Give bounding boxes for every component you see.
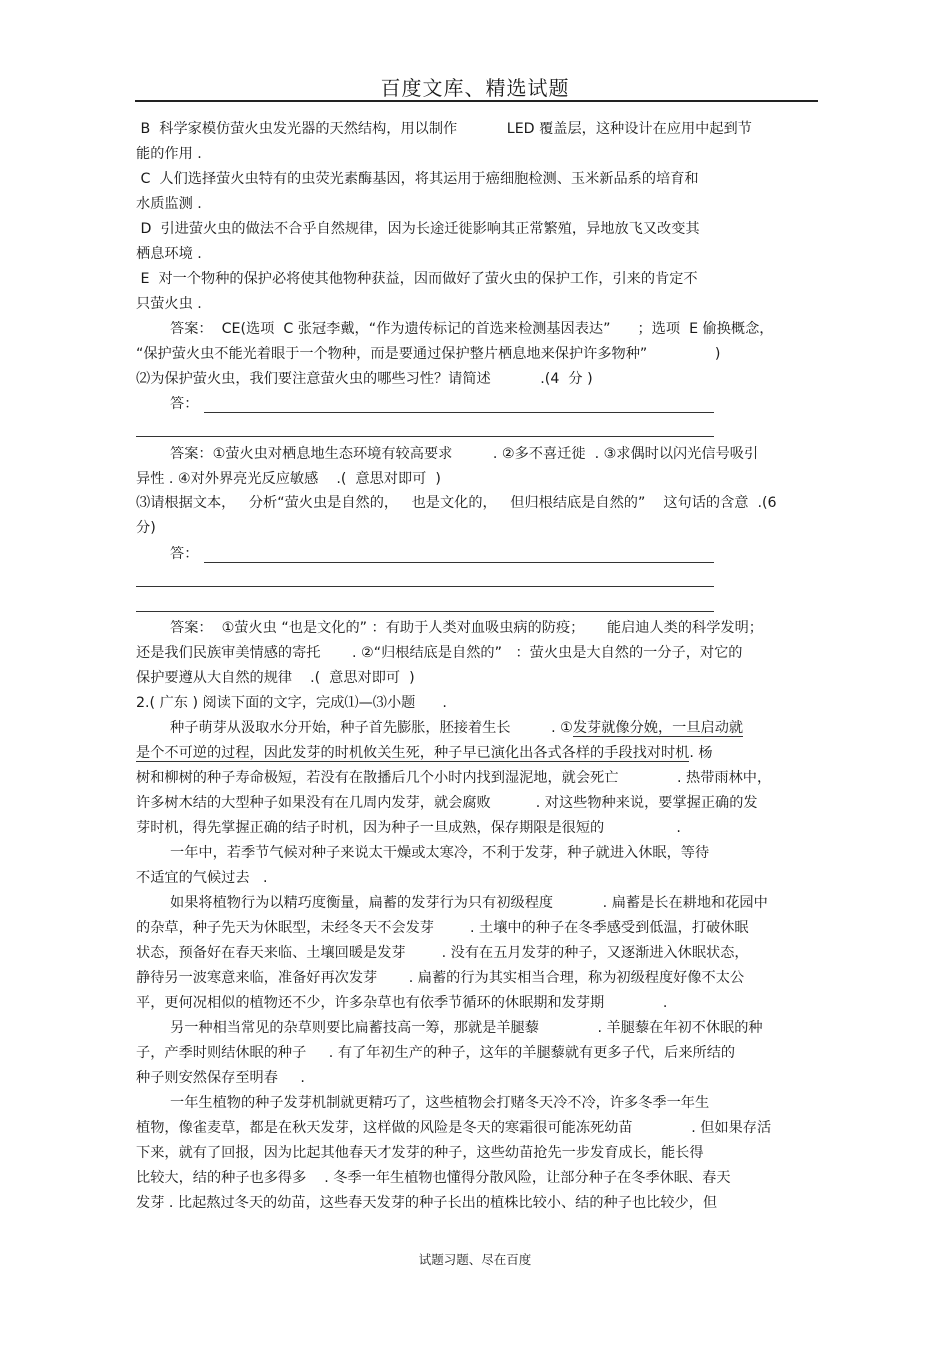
- passage-p1-line1: [170, 719, 743, 737]
- question-2: ⑵为保护萤火虫，我们要注意萤火虫的哪些习性？请简述 .(4 分 ): [136, 371, 593, 387]
- passage-p3-line4: 静待另一波寒意来临，准备好再次发芽 . 扁蓄的行为其实相当合理，称为初级程度好像不太公: [136, 970, 745, 986]
- passage-p3-line5: 平，更何况相似的植物还不少，许多杂草也有依季节循环的休眠期和发芽期 .: [136, 995, 668, 1011]
- passage-p5-line4: 比较大，结的种子也多得多 . 冬季一年生植物也懂得分散风险，让部分种子在冬季休眠、春天: [136, 1170, 731, 1186]
- passage-text: . 杨: [689, 745, 713, 761]
- passage-p2-line2: 不适宜的气候过去 .: [136, 870, 268, 886]
- answer-2-line2: 异性 . ④对外界亮光反应敏感 .( 意思对即可 ): [136, 471, 441, 487]
- question-heading-2: 2.( 广东 ) 阅读下面的文字，完成⑴—⑶小题 .: [136, 695, 447, 711]
- passage-p5-line5: 发芽 . 比起熬过冬天的幼苗，这些春天发芽的种子长出的植株比较小、结的种子也比较少，但: [136, 1195, 718, 1211]
- option-d-line1: D 引进萤火虫的做法不合乎自然规律，因为长途迁徙影响其正常繁殖，异地放飞又改变其: [136, 221, 700, 237]
- answer-blank-line[interactable]: [204, 412, 714, 413]
- passage-p1-line4: 许多树木结的大型种子如果没有在几周内发芽，就会腐败 . 对这些物种来说，要掌握正确的发: [136, 795, 758, 811]
- option-b-line1: B 科学家模仿萤火虫发光器的天然结构，用以制作 LED 覆盖层，这种设计在应用中起到节: [136, 121, 752, 137]
- option-c-line2: 水质监测 .: [136, 196, 202, 212]
- header-rule: [135, 100, 818, 102]
- option-e-line1: E 对一个物种的保护必将使其他物种获益，因而做好了萤火虫的保护工作，引来的肯定不: [136, 271, 698, 287]
- passage-p5-line3: 下来，就有了回报，因为比起其他春天才发芽的种子，这些幼苗抢先一步发育成长，能长得: [136, 1145, 704, 1161]
- passage-p1-line5: 芽时机，得先掌握正确的结子时机，因为种子一旦成熟，保存期限是很短的 .: [136, 820, 681, 836]
- passage-p1-line2: [136, 744, 713, 762]
- passage-text: 种子萌芽从汲取水分开始，种子首先膨胀，胚接着生长 . ①: [170, 720, 573, 736]
- answer-1-line1: 答案： CE(选项 C 张冠李戴，“作为遗传标记的首选来检测基因表达” ；选项 E 偷换概念，: [170, 321, 774, 337]
- answer-3-line2: 还是我们民族审美情感的寄托 . ②“归根结底是自然的” ：萤火虫是大自然的一分子，对它的: [136, 645, 743, 661]
- passage-p4-line3: 种子则安然保存至明春 .: [136, 1070, 305, 1086]
- passage-p3-line2: 的杂草，种子先天为休眠型，未经冬天不会发芽 . 土壤中的种子在冬季感受到低温，打破休眠: [136, 920, 749, 936]
- passage-p1-line3: 树和柳树的种子寿命极短，若没有在散播后几个小时内找到湿泥地，就会死亡 . 热带雨林中，: [136, 770, 772, 786]
- answer-3-line3: 保护要遵从大自然的规律 .( 意思对即可 ): [136, 670, 415, 686]
- passage-p4-line2: 子，产季时则结休眠的种子 . 有了年初生产的种子，这年的羊腿藜就有更多子代，后来所结的: [136, 1045, 736, 1061]
- passage-p3-line1: 如果将植物行为以精巧度衡量，扁蓄的发芽行为只有初级程度 . 扁蓄是长在耕地和花园中: [170, 895, 768, 911]
- option-d-line2: 栖息环境 .: [136, 246, 202, 262]
- passage-p4-line1: 另一种相当常见的杂草则要比扁蓄技高一筹，那就是羊腿藜 . 羊腿藜在年初不休眠的种: [170, 1020, 763, 1036]
- passage-p5-line1: 一年生植物的种子发芽机制就更精巧了，这些植物会打赌冬天冷不冷，许多冬季一年生: [170, 1095, 710, 1111]
- answer-blank-line[interactable]: [136, 436, 714, 437]
- underlined-sentence: 是个不可逆的过程，因此发芽的时机攸关生死，种子早已演化出各式各样的手段找对时机: [136, 745, 690, 761]
- answer-label-2: 答：: [170, 396, 199, 412]
- question-3-line1: ⑶请根据文本， 分析“萤火虫是自然的， 也是文化的， 但归根结底是自然的” 这句话的含意 .(6: [136, 495, 777, 511]
- page-header-title: 百度文库、精选试题: [380, 76, 570, 100]
- answer-label-3: 答：: [170, 546, 199, 562]
- answer-2-line1: 答案：①萤火虫对栖息地生态环境有较高要求 . ②多不喜迁徙 . ③求偶时以闪光信号吸引: [170, 446, 759, 462]
- option-c-line1: C 人们选择萤火虫特有的虫荧光素酶基因，将其运用于癌细胞检测、玉米新品系的培育和: [136, 171, 699, 187]
- passage-p3-line3: 状态，预备好在春天来临、土壤回暖是发芽 . 没有在五月发芽的种子，又逐渐进入休眠状态，: [136, 945, 749, 961]
- answer-1-line2: “保护萤火虫不能光着眼于一个物种，而是要通过保护整片栖息地来保护许多物种” ): [136, 346, 721, 362]
- option-b-line2: 能的作用 .: [136, 146, 202, 162]
- passage-p5-line2: 植物，像雀麦草，都是在秋天发芽，这样做的风险是冬天的寒霜很可能冻死幼苗 . 但如果存活: [136, 1120, 772, 1136]
- answer-blank-line[interactable]: [136, 586, 714, 587]
- answer-3-line1: 答案： ①萤火虫 “也是文化的” ：有助于人类对血吸虫病的防疫； 能启迪人类的科学发明；: [170, 620, 763, 636]
- answer-blank-line[interactable]: [136, 611, 714, 612]
- option-e-line2: 只萤火虫 .: [136, 296, 202, 312]
- underlined-sentence: 发芽就像分娩，一旦启动就: [572, 720, 744, 736]
- passage-p2-line1: 一年中，若季节气候对种子来说太干燥或太寒冷，不利于发芽，种子就进入休眠，等待: [170, 845, 710, 861]
- page-footer: 试题习题、尽在百度: [418, 1252, 532, 1267]
- answer-blank-line[interactable]: [204, 562, 714, 563]
- question-3-line2: 分): [136, 520, 156, 536]
